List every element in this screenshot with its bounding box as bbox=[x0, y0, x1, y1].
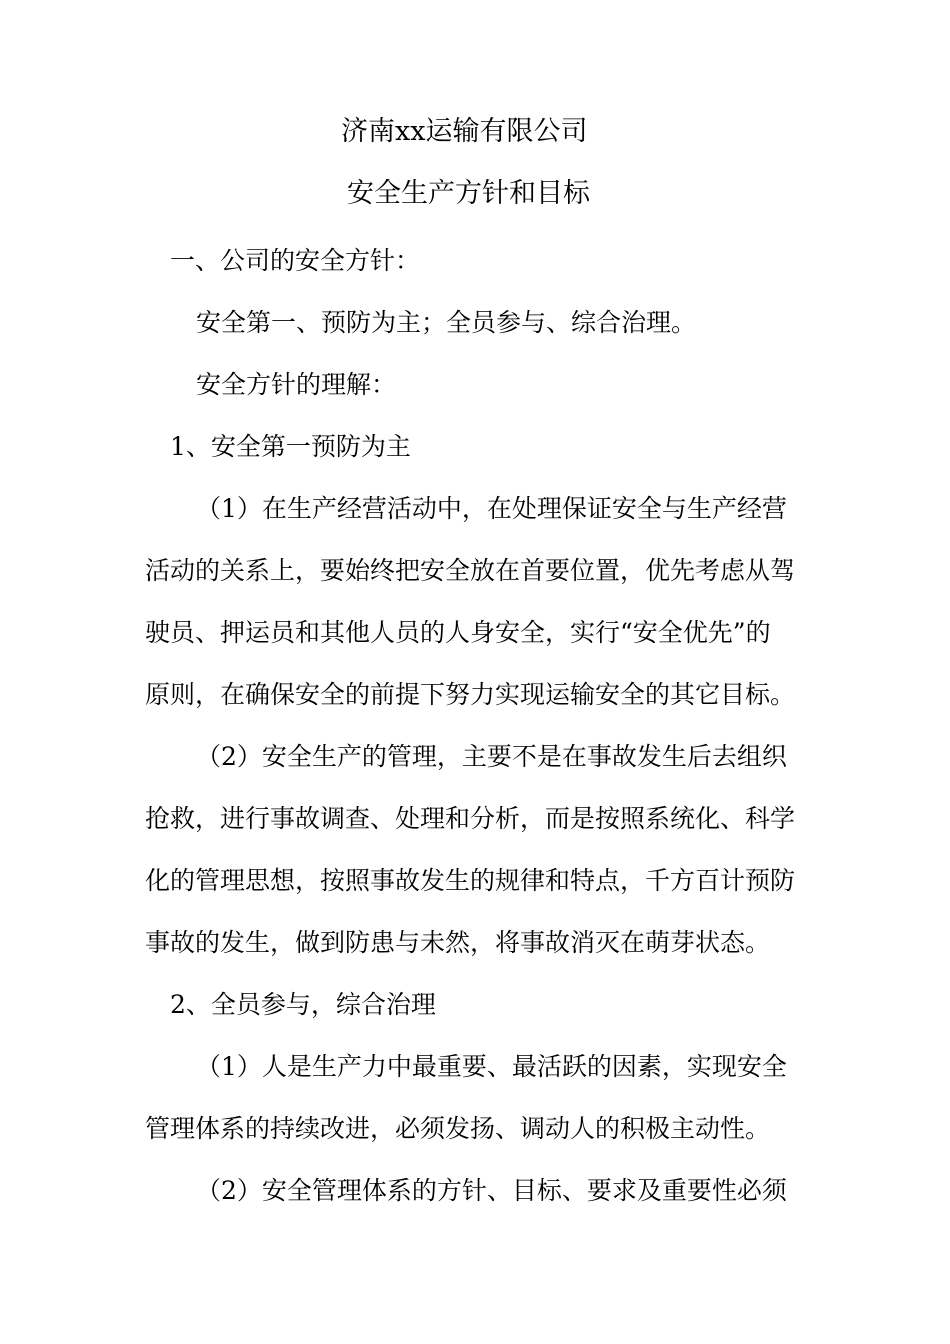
item2-p1-line1: （1）人是生产力中最重要、最活跃的因素，实现安全 bbox=[196, 1052, 787, 1081]
item1-p2-line3: 化的管理思想，按照事故发生的规律和特点，千方百计预防 bbox=[145, 866, 796, 895]
policy-text: 安全第一、预防为主；全员参与、综合治理。 bbox=[196, 308, 697, 337]
item2-p1-line2: 管理体系的持续改进，必须发扬、调动人的积极主动性。 bbox=[145, 1114, 771, 1143]
item1-heading: 1、安全第一预防为主 bbox=[170, 432, 411, 461]
section1-heading: 一、公司的安全方针： bbox=[170, 246, 421, 275]
item1-p1-line2: 活动的关系上，要始终把安全放在首要位置，优先考虑从驾 bbox=[145, 556, 796, 585]
item1-p2-line1: （2）安全生产的管理，主要不是在事故发生后去组织 bbox=[196, 742, 787, 771]
document-subtitle: 安全生产方针和目标 bbox=[347, 178, 590, 209]
item1-p1-line3: 驶员、押运员和其他人员的人身安全，实行“安全优先”的 bbox=[145, 618, 771, 647]
item1-p2-line4: 事故的发生，做到防患与未然，将事故消灭在萌芽状态。 bbox=[145, 928, 771, 957]
document-title: 济南xx运输有限公司 bbox=[341, 116, 588, 147]
item2-heading: 2、全员参与，综合治理 bbox=[170, 990, 436, 1019]
item2-p2-line1: （2）安全管理体系的方针、目标、要求及重要性必须 bbox=[196, 1176, 787, 1205]
item1-p1-line4: 原则，在确保安全的前提下努力实现运输安全的其它目标。 bbox=[145, 680, 796, 709]
understanding-heading: 安全方针的理解： bbox=[196, 370, 397, 399]
item1-p1-line1: （1）在生产经营活动中，在处理保证安全与生产经营 bbox=[196, 494, 787, 523]
item1-p2-line2: 抢救，进行事故调查、处理和分析，而是按照系统化、科学 bbox=[145, 804, 796, 833]
